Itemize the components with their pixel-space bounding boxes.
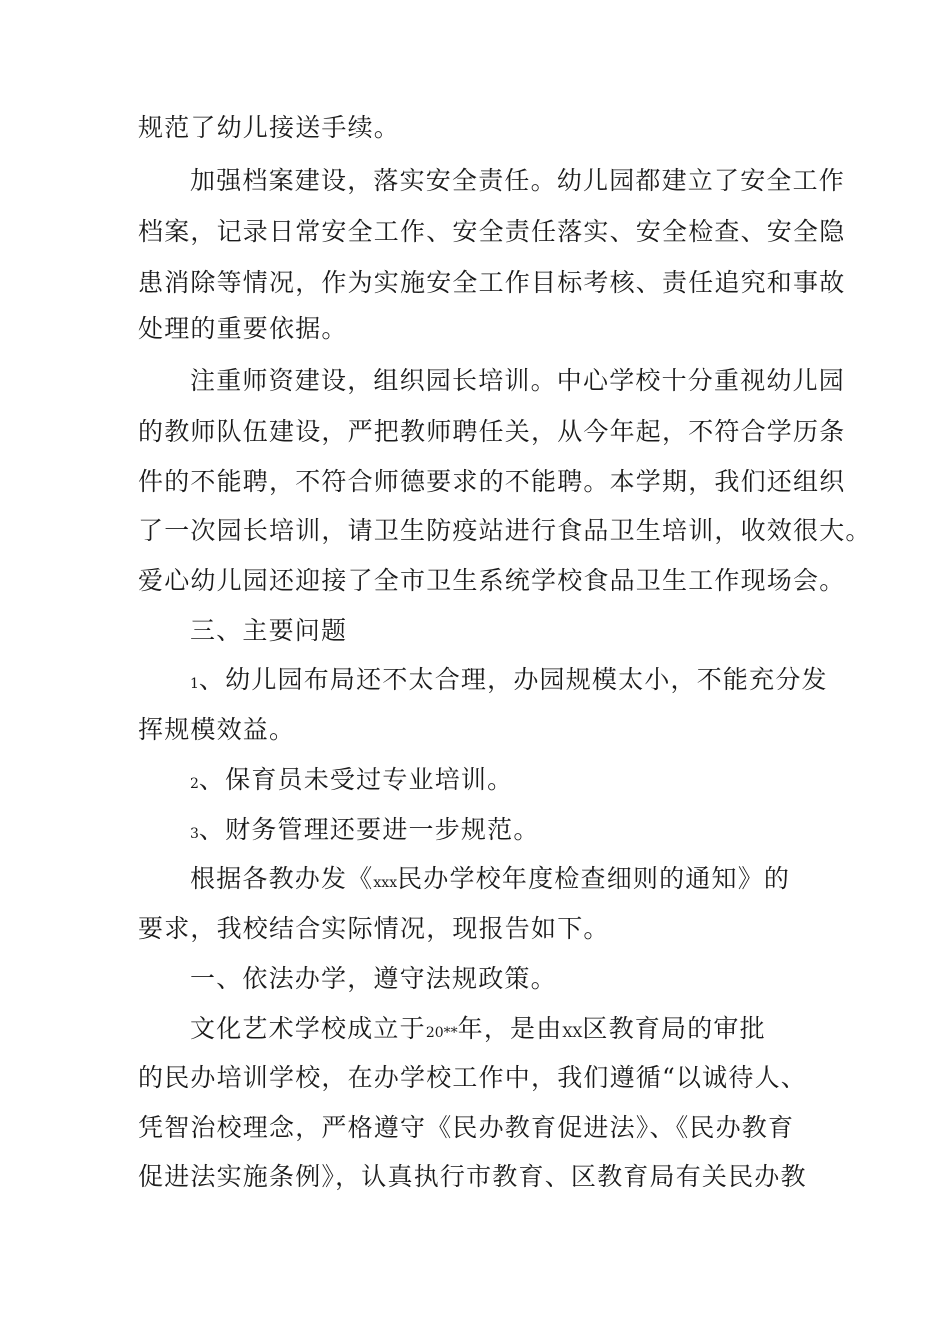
placeholder-year: 20** <box>425 1025 458 1041</box>
text-line: 文化艺术学校成立于20**年，是由XX区教育局的审批 <box>190 1014 766 1043</box>
text-line: 要求，我校结合实际情况，现报告如下。 <box>138 914 610 943</box>
text-line: 爱心幼儿园还迎接了全市卫生系统学校食品卫生工作现场会。 <box>138 566 846 595</box>
text-line: 促进法实施条例》，认真执行市教育、区教育局有关民办教 <box>138 1162 807 1191</box>
list-item-text: 、保育员未受过专业培训。 <box>198 765 514 794</box>
list-item-text: 、财务管理还要进一步规范。 <box>198 815 540 844</box>
text-line: 了一次园长培训，请卫生防疫站进行食品卫生培训，收效很大。 <box>138 516 872 545</box>
list-number: 1 <box>190 676 199 692</box>
text-line: 处理的重要依据。 <box>138 314 348 343</box>
text-line: 根据各教办发《xxx民办学校年度检查细则的通知》的 <box>190 864 791 893</box>
text-line: 患消除等情况，作为实施安全工作目标考核、责任追究和事故 <box>138 268 846 297</box>
text-line: 档案，记录日常安全工作、安全责任落实、安全检查、安全隐 <box>138 217 846 246</box>
paragraph-heading-teachers: 注重师资建设，组织园长培训。中心学校十分重视幼儿园 <box>190 366 846 395</box>
list-number: 2 <box>190 776 199 792</box>
list-item <box>190 665 828 699</box>
text-line: 的民办培训学校，在办学校工作中，我们遵循“以诚待人、 <box>138 1063 807 1092</box>
list-number: 3 <box>190 826 199 842</box>
text-line: 的教师队伍建设，严把教师聘任关，从今年起，不符合学历条 <box>138 417 846 446</box>
paragraph-heading-archives: 加强档案建设，落实安全责任。幼儿园都建立了安全工作 <box>190 166 846 195</box>
text-line: 件的不能聘，不符合师德要求的不能聘。本学期，我们还组织 <box>138 467 846 496</box>
list-item <box>190 815 540 849</box>
placeholder-district: XX <box>562 1025 583 1041</box>
list-item-text: 、幼儿园布局还不太合理，办园规模太小，不能充分发 <box>198 665 828 694</box>
section-heading-problems: 三、主要问题 <box>190 616 348 645</box>
section-heading-law: 一、依法办学，遵守法规政策。 <box>190 964 557 993</box>
text-line: 规范了幼儿接送手续。 <box>138 113 401 142</box>
text-line: 挥规模效益。 <box>138 715 296 744</box>
list-item <box>190 765 513 799</box>
text-line: 凭智治校理念，严格遵守《民办教育促进法》、《民办教育 <box>138 1113 795 1142</box>
placeholder-text: xxx <box>373 875 398 891</box>
